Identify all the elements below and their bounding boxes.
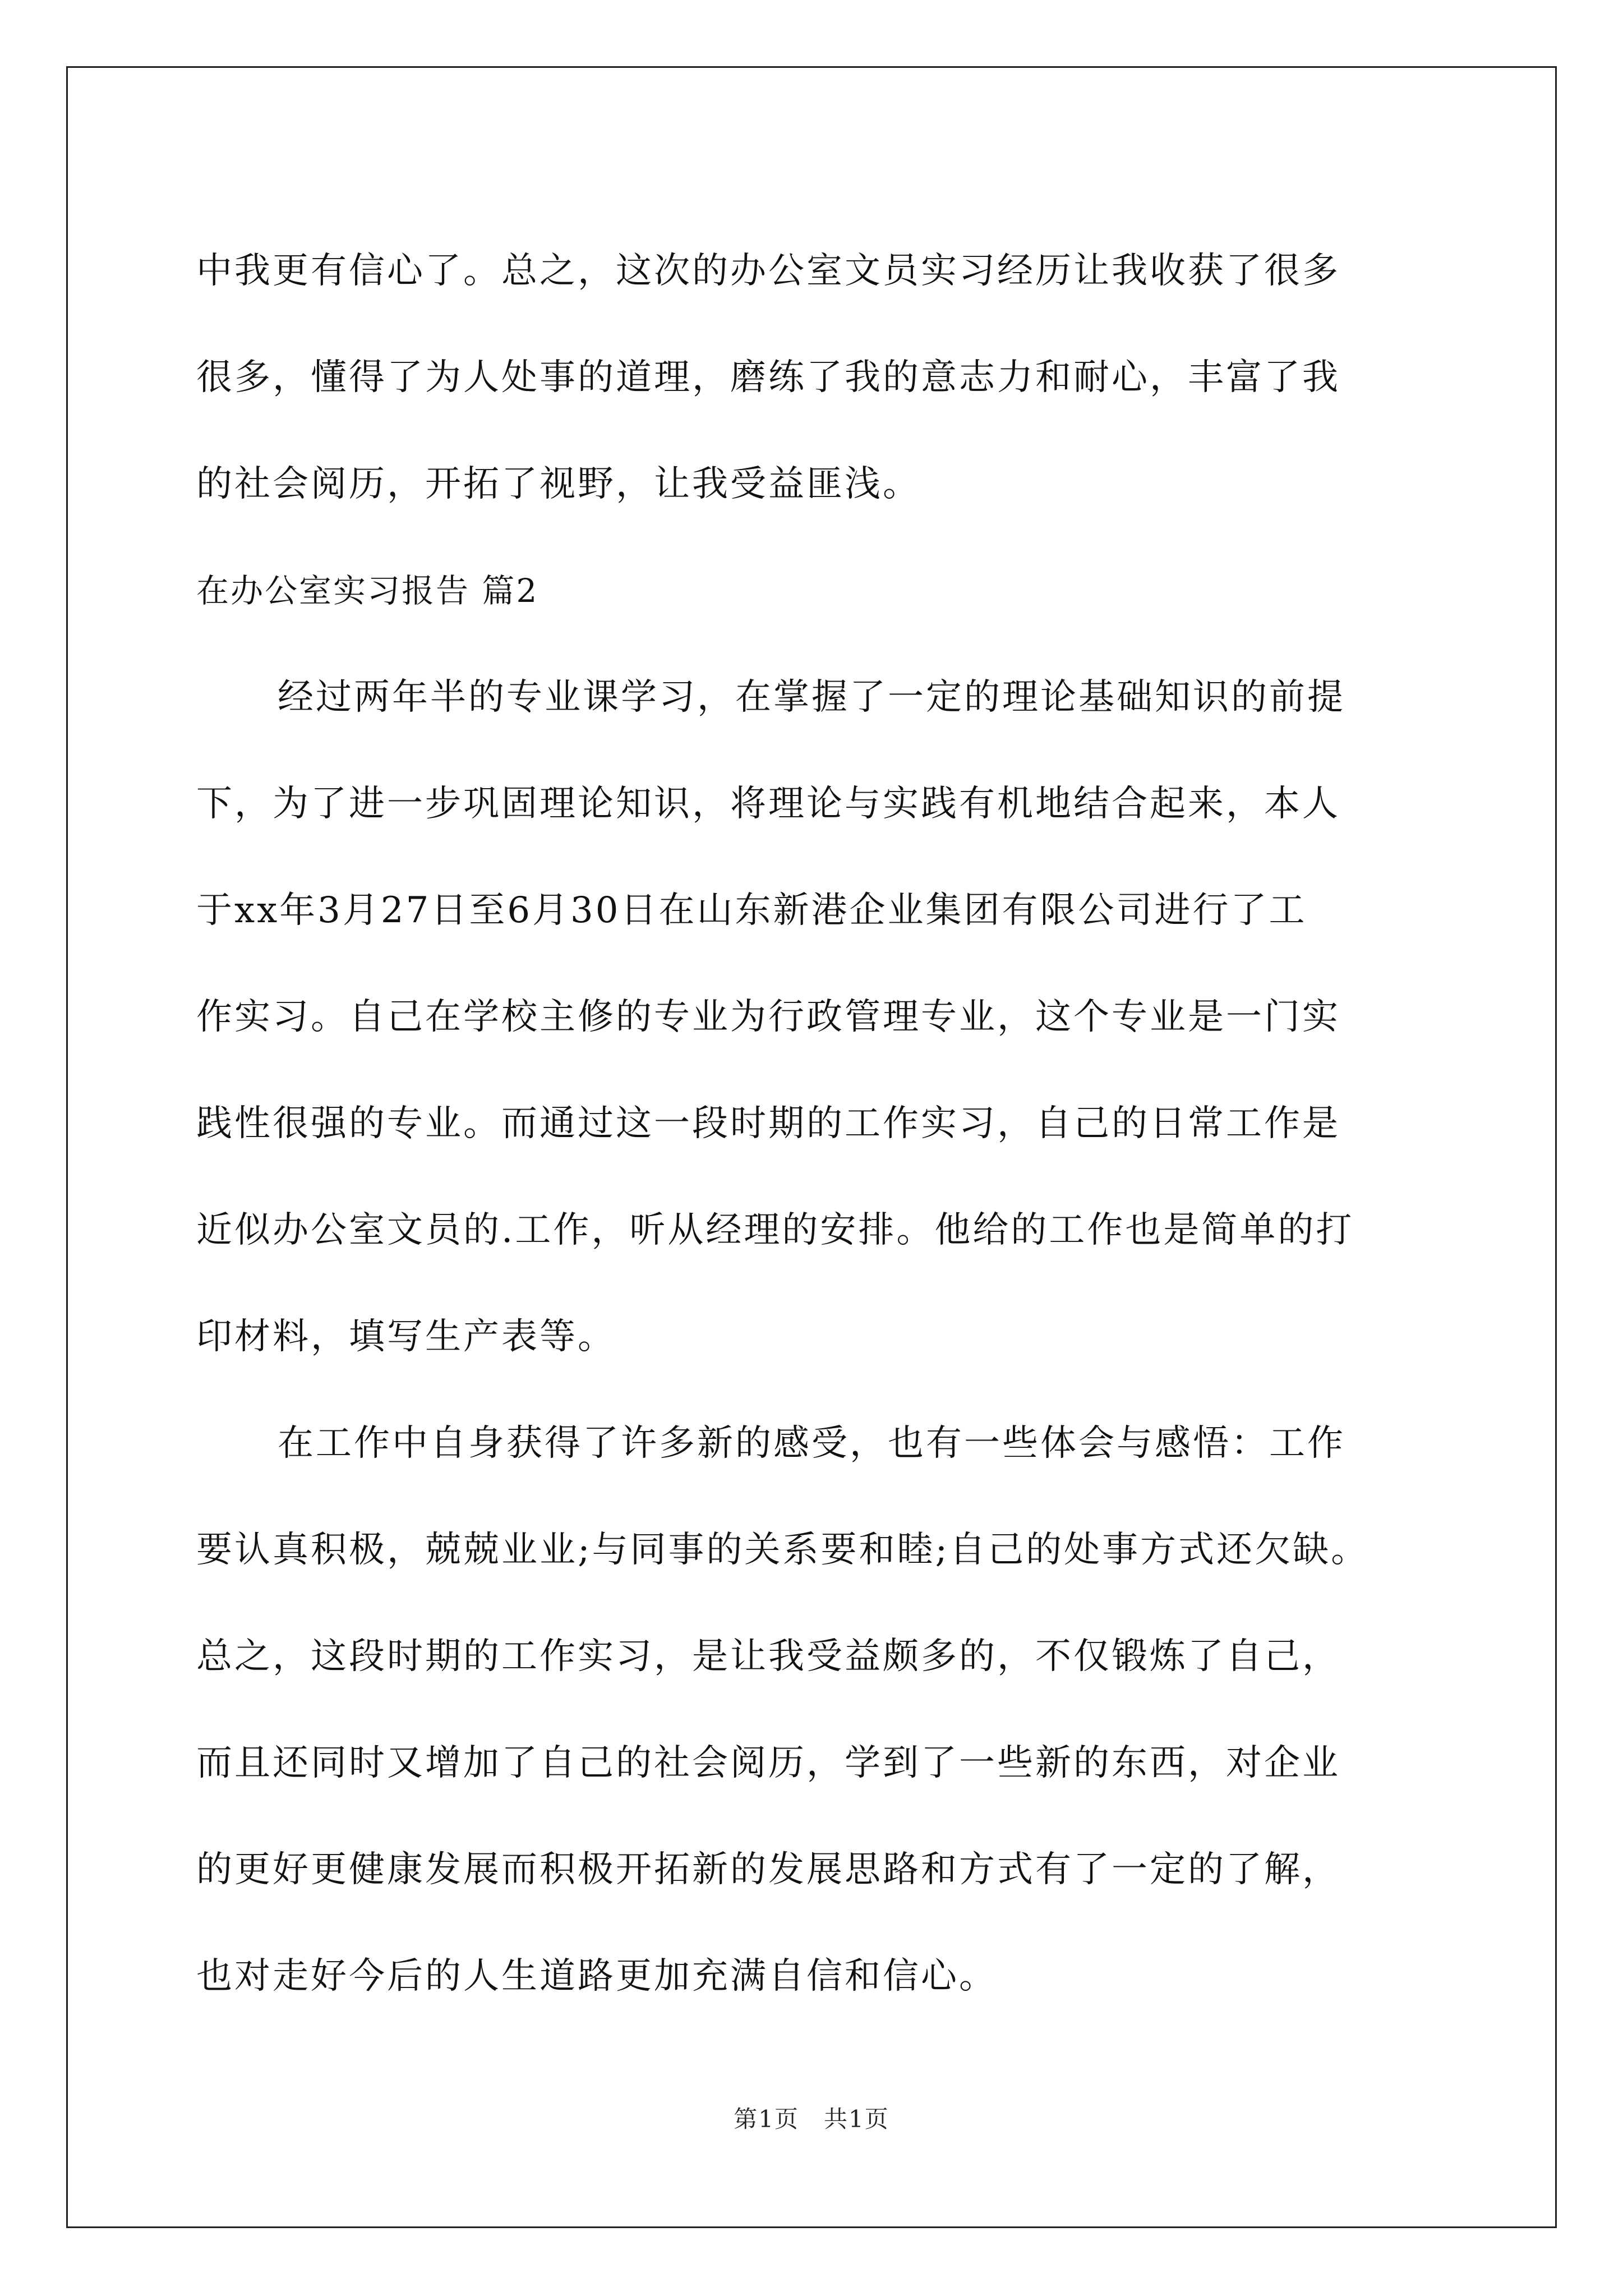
body-line: 于xx年3月27日至6月30日在山东新港企业集团有限公司进行了工 [196, 890, 1307, 931]
body-line: 印材料，填写生产表等。 [196, 1316, 616, 1358]
page-number: 第1页 共1页 [734, 2105, 889, 2133]
body-line: 而且还同时又增加了自己的社会阅历，学到了一些新的东西，对企业 [196, 1742, 1340, 1784]
body-line: 也对走好今后的人生道路更加充满自信和信心。 [196, 1955, 997, 1997]
body-line: 总之，这段时期的工作实习，是让我受益颇多的，不仅锻炼了自己， [196, 1636, 1340, 1677]
paragraph-first-line: 在工作中自身获得了许多新的感受，也有一些体会与感悟：工作 [278, 1423, 1345, 1464]
section-heading: 在办公室实习报告 篇2 [196, 572, 539, 610]
body-line: 的社会阅历，开拓了视野，让我受益匪浅。 [196, 463, 921, 505]
paragraph-first-line: 经过两年半的专业课学习，在掌握了一定的理论基础知识的前提 [278, 677, 1345, 718]
body-line: 近似办公室文员的.工作，听从经理的安排。他给的工作也是简单的打 [196, 1209, 1354, 1251]
body-line: 要认真积极，兢兢业业;与同事的关系要和睦;自己的处事方式还欠缺。 [196, 1529, 1370, 1571]
body-line: 作实习。自己在学校主修的专业为行政管理专业，这个专业是一门实 [196, 996, 1340, 1038]
body-line: 很多，懂得了为人处事的道理，磨练了我的意志力和耐心，丰富了我 [196, 357, 1340, 398]
body-line: 下，为了进一步巩固理论知识，将理论与实践有机地结合起来，本人 [196, 783, 1340, 825]
body-line: 中我更有信心了。总之，这次的办公室文员实习经历让我收获了很多 [196, 250, 1340, 292]
document-body [196, 218, 1447, 2030]
body-line: 的更好更健康发展而积极开拓新的发展思路和方式有了一定的了解， [196, 1849, 1340, 1890]
body-line: 践性很强的专业。而通过这一段时期的工作实习，自己的日常工作是 [196, 1103, 1340, 1144]
